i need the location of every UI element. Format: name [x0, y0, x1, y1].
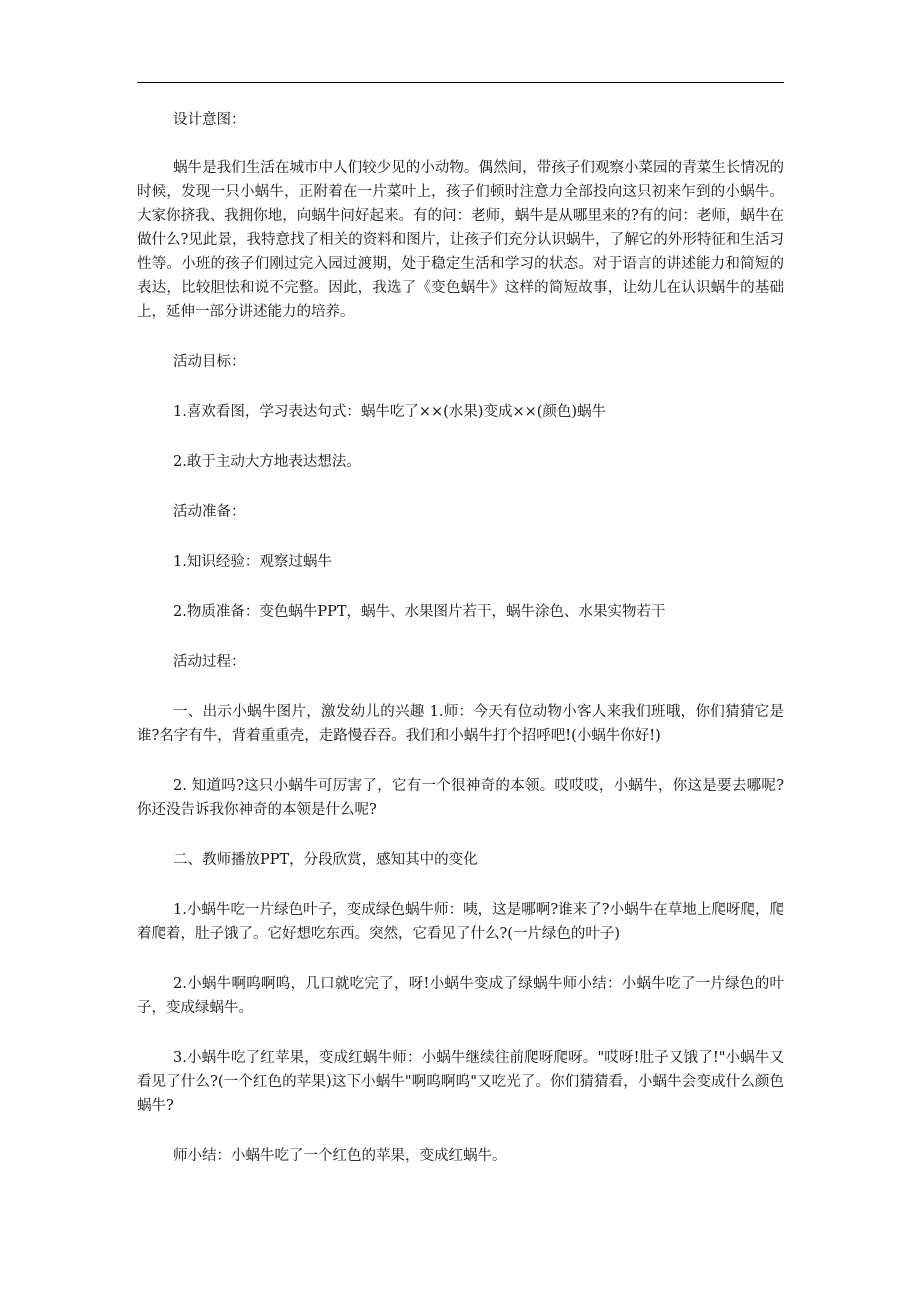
teacher-summary: 师小结：小蜗牛吃了一个红色的苹果，变成红蜗牛。: [173, 1148, 507, 1164]
section-heading-activity-process: 活动过程：: [173, 654, 246, 670]
process-substep-3: 3.小蜗牛吃了红苹果，变成红蜗牛师：小蜗牛继续往前爬呀爬呀。"哎呀!肚子又饿了!"小蜗牛又看见了什么?(一个红色的苹果)这下小蜗牛"啊呜啊呜"又吃光了。你们猜猜看，小蜗牛会变成什么颜色蜗牛?: [137, 1050, 784, 1114]
process-section-2-title: 二、教师播放PPT，分段欣赏，感知其中的变化: [173, 852, 478, 868]
process-substep-2: 2.小蜗牛啊呜啊呜，几口就吃完了，呀!小蜗牛变成了绿蜗牛师小结：小蜗牛吃了一片绿色的叶子，变成绿蜗牛。: [137, 976, 784, 1016]
goal-item-2: 2.敢于主动大方地表达想法。: [173, 454, 361, 470]
document-body: [137, 108, 784, 1168]
preparation-item-1: 1.知识经验：观察过蜗牛: [173, 554, 332, 570]
section-heading-design-intent: 设计意图：: [173, 112, 246, 128]
section-heading-activity-goals: 活动目标：: [173, 354, 246, 370]
section-heading-activity-preparation: 活动准备：: [173, 504, 246, 520]
process-step-2: 2. 知道吗?这只小蜗牛可厉害了，它有一个很神奇的本领。哎哎哎，小蜗牛，你这是要去哪呢?你还没告诉我你神奇的本领是什么呢?: [137, 778, 784, 818]
process-step-1: 一、出示小蜗牛图片，激发幼儿的兴趣 1.师：今天有位动物小客人来我们班哦，你们猜猜它是谁?名字有牛，背着重重壳，走路慢吞吞。我们和小蜗牛打个招呼吧!(小蜗牛你好!): [137, 704, 784, 744]
header-rule: [137, 82, 784, 83]
preparation-item-2: 2.物质准备：变色蜗牛PPT，蜗牛、水果图片若干，蜗牛涂色、水果实物若干: [173, 604, 666, 620]
goal-item-1: 1.喜欢看图，学习表达句式：蜗牛吃了××(水果)变成××(颜色)蜗牛: [173, 404, 607, 420]
process-substep-1: 1.小蜗牛吃一片绿色叶子，变成绿色蜗牛师：咦，这是哪啊?谁来了?小蜗牛在草地上爬呀爬，爬着爬着，肚子饿了。它好想吃东西。突然，它看见了什么?(一片绿色的叶子): [137, 902, 784, 942]
paragraph-design-intent: 蜗牛是我们生活在城市中人们较少见的小动物。偶然间，带孩子们观察小菜园的青菜生长情况的时候，发现一只小蜗牛，正附着在一片菜叶上，孩子们顿时注意力全部投向这只初来乍到的小蜗牛。 大家你挤我、我拥你地，向蜗牛问好起来。有的问：老师，蜗牛是从哪里来的?有的问：老师，蜗牛在做什么?见此景，我特意找了相关的资料和图片，让孩子们充分认识蜗牛，了解它的外形特征和生活习性等。小班的孩子们刚过完入园过渡期，处于稳定生活和学习的状态。对于语言的讲述能力和简短的表达，比较胆怯和说不完整。因此，我选了《变色蜗牛》这样的简短故事，让幼儿在认识蜗牛的基础上，延伸一部分讲述能力的培养。: [137, 160, 784, 320]
